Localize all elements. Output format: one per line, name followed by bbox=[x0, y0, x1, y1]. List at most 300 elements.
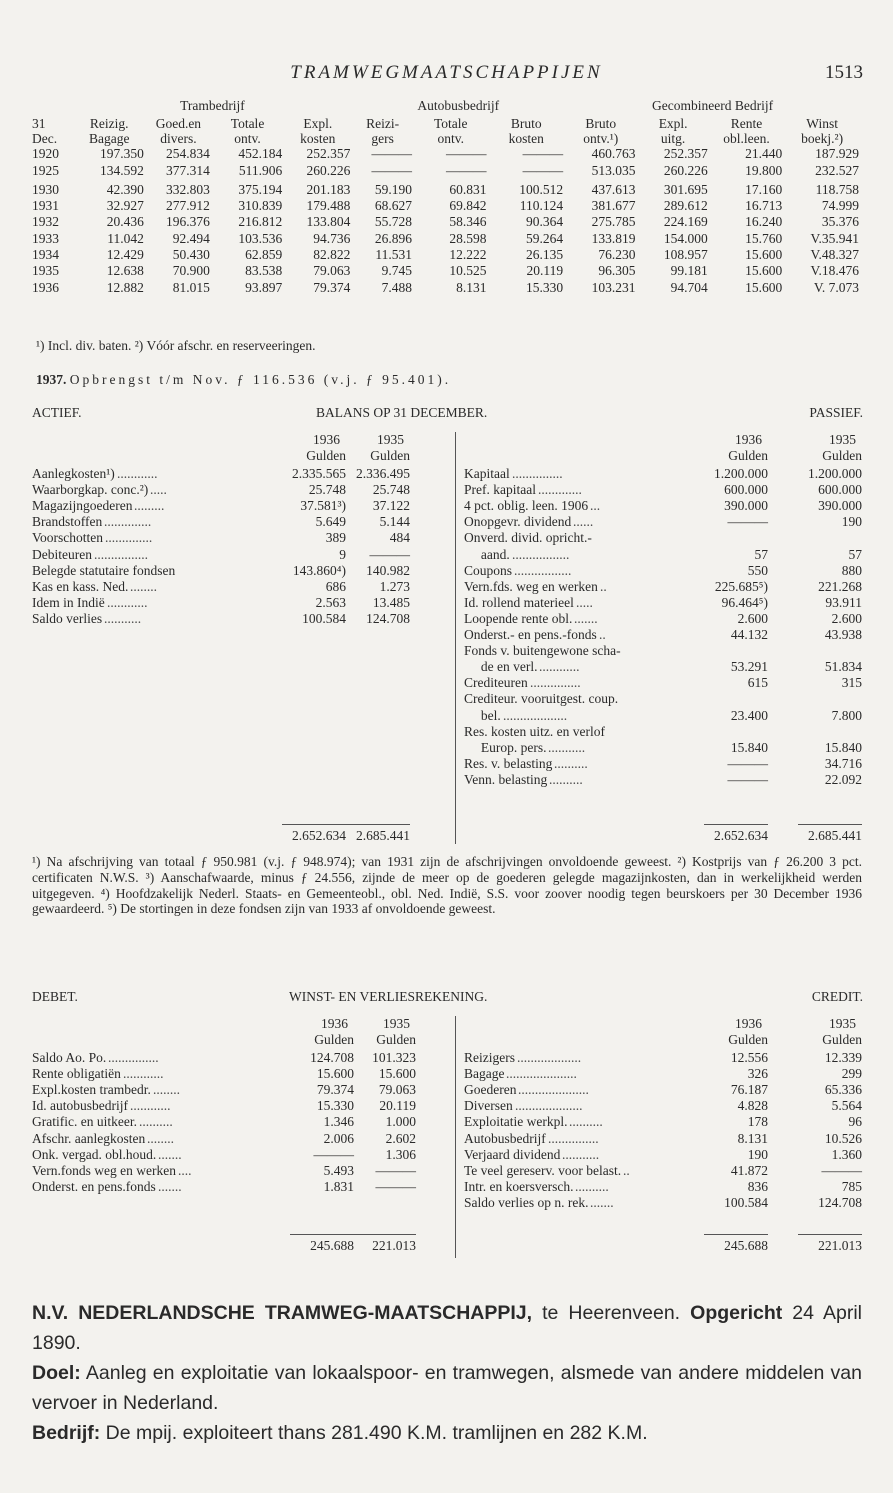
stats-header-cell: Bruto bbox=[585, 116, 617, 132]
unit-header: Gulden bbox=[370, 448, 410, 463]
stats-cell: 59.190 bbox=[374, 181, 413, 197]
stats-cell: 9.745 bbox=[381, 263, 413, 279]
ledger-value-1936: 124.708 bbox=[310, 1050, 354, 1065]
ledger-value-1936: 25.748 bbox=[308, 482, 346, 498]
stats-cell: 92.494 bbox=[172, 230, 210, 246]
ledger-row bbox=[32, 1066, 442, 1082]
ledger-label: Afschr. aanlegkosten bbox=[32, 1130, 146, 1146]
stats-cell: 1936 bbox=[32, 279, 59, 295]
ledger-value-1935: ——— bbox=[375, 1178, 416, 1194]
ledger-value-1935: ——— bbox=[375, 1162, 416, 1178]
ledger-dots: ............... bbox=[530, 675, 581, 691]
total-rule bbox=[282, 824, 346, 825]
ledger-label: Saldo Ao. Po. bbox=[32, 1050, 107, 1065]
ledger-row bbox=[32, 530, 442, 546]
ledger-label: Loopende rente obl. bbox=[464, 610, 573, 626]
stats-cell: 15.760 bbox=[745, 230, 783, 246]
stats-group-header bbox=[32, 98, 862, 116]
ledger-row bbox=[464, 498, 864, 514]
ledger-row bbox=[464, 756, 864, 772]
total-rule bbox=[798, 824, 862, 825]
stats-cell: 103.536 bbox=[238, 230, 283, 246]
stats-cell: 377.314 bbox=[166, 162, 210, 178]
ledger-value-1936: 1.831 bbox=[323, 1178, 354, 1194]
stats-cell: 332.803 bbox=[166, 181, 210, 197]
stats-cell: 437.613 bbox=[591, 181, 636, 197]
ledger-dots: ............ bbox=[539, 659, 580, 675]
stats-cell: 76.230 bbox=[598, 247, 636, 263]
stats-header-cell: 31 bbox=[32, 116, 46, 132]
ledger-value-1935: 15.600 bbox=[378, 1066, 416, 1082]
ledger-dots: ..... bbox=[576, 594, 593, 610]
ledger-row bbox=[464, 1195, 864, 1211]
year-1935-header: 1935 bbox=[829, 1016, 856, 1031]
stats-header-cell: kosten bbox=[300, 131, 336, 147]
balance-passief-column bbox=[464, 432, 864, 852]
ledger-value-1936: ——— bbox=[727, 514, 768, 530]
stats-cell: 19.800 bbox=[745, 162, 783, 178]
stats-cell: 232.527 bbox=[815, 162, 859, 178]
stats-cell: 55.728 bbox=[374, 214, 413, 230]
ledger-dots: ..................... bbox=[506, 1066, 577, 1082]
stats-cell: 452.184 bbox=[238, 146, 283, 162]
ledger-value-1936: 41.872 bbox=[730, 1162, 768, 1178]
stats-row bbox=[32, 247, 862, 263]
ledger-value-1935: 390.000 bbox=[818, 498, 862, 514]
balance-left-title: ACTIEF. bbox=[32, 405, 82, 420]
ledger-row bbox=[32, 579, 442, 595]
total-rule bbox=[352, 1234, 416, 1235]
year-1936-header: 1936 bbox=[321, 1016, 348, 1031]
ledger-dots: ................. bbox=[512, 546, 570, 562]
stats-cell: 103.231 bbox=[591, 279, 636, 295]
stats-header-cell: Totale bbox=[433, 116, 468, 132]
ledger-label: Aanlegkosten¹) bbox=[32, 466, 115, 481]
ledger-label: Bagage bbox=[464, 1066, 505, 1082]
ledger-value-1936: 15.840 bbox=[730, 739, 768, 755]
ledger-dots: .............. bbox=[105, 530, 153, 546]
unit-header: Gulden bbox=[822, 448, 862, 463]
ledger-row bbox=[32, 1179, 442, 1195]
ledger-dots: ........... bbox=[562, 1146, 600, 1162]
ledger-label: bel. bbox=[464, 707, 501, 723]
ledger-value-1936: 225.685⁵) bbox=[714, 578, 768, 594]
stats-cell: 15.330 bbox=[525, 279, 564, 295]
stats-cell: ——— bbox=[522, 146, 564, 162]
ledger-label: Rente obligatiën bbox=[32, 1066, 121, 1082]
ledger-dots: ....... bbox=[590, 1194, 614, 1210]
ledger-label: Voorschotten bbox=[32, 530, 103, 546]
ledger-label: Onverd. divid. opricht.- bbox=[464, 530, 592, 546]
ledger-value-1935: 140.982 bbox=[366, 562, 410, 578]
ledger-value-1935: 25.748 bbox=[372, 482, 410, 498]
ledger-label: Res. v. belasting bbox=[464, 755, 553, 771]
stats-cell: ——— bbox=[446, 146, 487, 162]
stats-cell: 17.160 bbox=[745, 181, 783, 197]
ledger-row bbox=[464, 740, 864, 756]
ledger-label: Id. rollend materieel bbox=[464, 594, 574, 610]
ledger-label: Id. autobusbedrijf bbox=[32, 1098, 128, 1114]
ledger-value-1935: 2.602 bbox=[385, 1130, 416, 1146]
ledger-dots: .......... bbox=[139, 1114, 173, 1130]
pl-debet-column bbox=[32, 1016, 442, 1266]
stats-header-cell: Expl. bbox=[303, 116, 333, 132]
stats-cell: 20.436 bbox=[106, 214, 144, 230]
stats-cell: 216.812 bbox=[238, 214, 283, 230]
ledger-value-1935: 37.122 bbox=[372, 498, 410, 514]
ledger-value-1935: 1.200.000 bbox=[808, 466, 862, 481]
ledger-value-1935: 1.306 bbox=[385, 1146, 416, 1162]
total-1935: 2.685.441 bbox=[356, 828, 410, 843]
ledger-value-1935: 65.336 bbox=[824, 1082, 862, 1098]
ledger-value-1936: 1.346 bbox=[323, 1114, 354, 1130]
ledger-dots: .......... bbox=[569, 1114, 603, 1130]
ledger-value-1935: 13.485 bbox=[372, 594, 410, 610]
stats-cell: 70.900 bbox=[172, 263, 210, 279]
stats-cell: ——— bbox=[371, 146, 413, 162]
ledger-value-1936: 15.330 bbox=[316, 1098, 354, 1114]
stats-cell: 83.538 bbox=[245, 263, 283, 279]
pl-title: WINST- EN VERLIESREKENING. bbox=[289, 989, 488, 1004]
stats-header-cell: divers. bbox=[160, 131, 197, 147]
ledger-label: Goederen bbox=[464, 1082, 517, 1098]
ledger-value-1935: 10.526 bbox=[824, 1130, 862, 1146]
ledger-value-1935: 1.360 bbox=[831, 1146, 862, 1162]
ledger-dots: ........... bbox=[548, 739, 586, 755]
stats-cell: 12.222 bbox=[449, 247, 487, 263]
pl-divider bbox=[455, 1016, 456, 1258]
ledger-value-1935: 93.911 bbox=[825, 594, 862, 610]
year-1935-header: 1935 bbox=[829, 432, 856, 447]
stats-cell: 1930 bbox=[32, 181, 59, 197]
ledger-value-1935: 51.834 bbox=[824, 659, 862, 675]
ledger-dots: ............. bbox=[538, 482, 582, 498]
ledger-label: Saldo verlies op n. rek. bbox=[464, 1194, 589, 1210]
ledger-dots: ............... bbox=[548, 1130, 599, 1146]
stats-header-row bbox=[32, 116, 862, 131]
stats-group-label: Autobusbedrijf bbox=[417, 98, 500, 113]
ledger-label: Kas en kass. Ned. bbox=[32, 578, 129, 594]
stats-row bbox=[32, 263, 862, 279]
doel-label: Doel: bbox=[32, 1362, 81, 1384]
ledger-value-1936: 190 bbox=[747, 1146, 768, 1162]
stats-row bbox=[32, 198, 862, 214]
stats-cell: 375.194 bbox=[238, 181, 283, 197]
ledger-value-1935: 5.564 bbox=[831, 1098, 862, 1114]
stats-header-cell: ontv. bbox=[437, 131, 464, 147]
stats-row bbox=[32, 163, 862, 179]
total-1936: 2.652.634 bbox=[292, 828, 346, 843]
ledger-value-1935: 1.000 bbox=[385, 1114, 416, 1130]
stats-cell: 11.531 bbox=[375, 247, 413, 263]
ledger-dots: ........... bbox=[104, 610, 142, 626]
ledger-value-1936: 15.600 bbox=[316, 1066, 354, 1082]
ledger-value-1935: 2.336.495 bbox=[356, 466, 410, 481]
ledger-row bbox=[464, 708, 864, 724]
ledger-dots: ..................... bbox=[518, 1082, 589, 1098]
ledger-label: Intr. en koersversch. bbox=[464, 1178, 574, 1194]
ledger-value-1936: 2.335.565 bbox=[292, 466, 346, 481]
ledger-value-1936: 686 bbox=[325, 578, 346, 594]
stats-cell: 81.015 bbox=[172, 279, 210, 295]
ledger-label: Brandstoffen bbox=[32, 514, 103, 530]
stats-cell: 118.758 bbox=[815, 181, 859, 197]
ledger-value-1936: 2.563 bbox=[315, 594, 346, 610]
balance-right-title: PASSIEF. bbox=[809, 405, 863, 420]
stats-cell: 511.906 bbox=[238, 162, 283, 178]
ledger-value-1936: 44.132 bbox=[730, 627, 768, 642]
ledger-value-1935: 2.600 bbox=[831, 610, 862, 626]
page-header-title: TRAMWEGMAATSCHAPPIJEN bbox=[290, 62, 603, 83]
stats-footnote: ¹) Incl. div. baten. ²) Vóór afschr. en reserveeringen. bbox=[36, 338, 316, 353]
ledger-value-1936: 389 bbox=[325, 530, 346, 546]
stats-cell: 197.350 bbox=[100, 146, 144, 162]
ledger-row bbox=[464, 643, 864, 659]
ledger-dots: .......... bbox=[554, 755, 588, 771]
stats-cell: 32.927 bbox=[106, 198, 144, 214]
ledger-value-1935: 96 bbox=[848, 1114, 862, 1130]
stats-cell: 15.600 bbox=[745, 247, 783, 263]
ledger-row bbox=[464, 627, 864, 643]
ledger-value-1935: 15.840 bbox=[824, 739, 862, 755]
ledger-dots: .. bbox=[599, 627, 606, 642]
stats-cell: 21.440 bbox=[745, 146, 783, 162]
ledger-value-1936: 178 bbox=[747, 1114, 768, 1130]
ledger-dots: .................... bbox=[515, 1098, 583, 1114]
stats-cell: 93.897 bbox=[245, 279, 283, 295]
stats-cell: 82.822 bbox=[313, 247, 351, 263]
stats-header-cell: Rente bbox=[730, 116, 763, 132]
ledger-dots: ............ bbox=[107, 594, 148, 610]
ledger-value-1936: ——— bbox=[727, 755, 768, 771]
ledger-label: Kapitaal bbox=[464, 466, 510, 481]
ledger-row bbox=[464, 1179, 864, 1195]
company-description bbox=[32, 1298, 862, 1448]
ledger-row bbox=[464, 579, 864, 595]
stats-cell: 252.357 bbox=[306, 146, 351, 162]
stats-cell: 42.390 bbox=[106, 181, 144, 197]
stats-cell: ——— bbox=[446, 162, 487, 178]
stats-cell: 108.957 bbox=[663, 247, 708, 263]
ledger-label: Debiteuren bbox=[32, 546, 92, 562]
stats-cell: 1932 bbox=[32, 214, 59, 230]
stats-header-cell: Expl. bbox=[658, 116, 688, 132]
stats-cell: 277.912 bbox=[166, 198, 210, 214]
balance-footnotes: ¹) Na afschrijving van totaal ƒ 950.981 (v.j. ƒ 948.974); van 1931 zijn de afschrijvingen onvoldoende geweest. ²) Kostprijs van ƒ 26.200 3 pct. certificaten N.W.S. ³) Aanschafwaarde, minus ƒ 24.556, zijnde de meer op de goederen gelegde magazijnkosten, dan in werkelijkheid werden uitgegeven. ⁴) Hoofdzakelijk Nederl. Staats- en Gemeenteobl., obl. Ned. Indië, S.S. voor zoover noodig tegen beurskoers per 30 December 1936 gewaardeerd. ⁵) De stortingen in deze fondsen zijn van 1933 af onvoldoende geweest. bbox=[32, 854, 862, 917]
ledger-row bbox=[32, 466, 442, 482]
stats-cell: 96.305 bbox=[598, 263, 636, 279]
company-name: N.V. NEDERLANDSCHE TRAMWEG-MAATSCHAPPIJ, bbox=[32, 1302, 533, 1324]
stats-cell: 254.834 bbox=[166, 146, 210, 162]
ledger-label: Expl.kosten trambedr. bbox=[32, 1082, 151, 1098]
ledger-row bbox=[32, 1082, 442, 1098]
stats-header-cell: ontv. bbox=[234, 131, 261, 147]
stats-cell: 7.488 bbox=[381, 279, 413, 295]
ledger-label: Onk. vergad. obl.houd. bbox=[32, 1146, 157, 1162]
ledger-row bbox=[464, 724, 864, 740]
stats-cell: V.48.327 bbox=[810, 247, 859, 263]
revenue-line bbox=[36, 372, 451, 388]
revenue-text: Opbrengst t/m Nov. ƒ 116.536 (v.j. ƒ 95.401). bbox=[69, 372, 452, 387]
ledger-value-1936: ——— bbox=[313, 1146, 354, 1162]
stats-cell: 289.612 bbox=[663, 198, 708, 214]
total-rule bbox=[798, 1234, 862, 1235]
ledger-dots: ........ bbox=[147, 1130, 174, 1146]
stats-cell: 460.763 bbox=[591, 146, 636, 162]
ledger-label: Venn. belasting bbox=[464, 771, 548, 787]
stats-header-cell: Bagage bbox=[88, 131, 130, 147]
unit-header: Gulden bbox=[376, 1032, 416, 1047]
ledger-label: Crediteuren bbox=[464, 675, 528, 691]
stats-cell: 1935 bbox=[32, 263, 59, 279]
stats-header-cell: kosten bbox=[508, 131, 544, 147]
ledger-dots: .. bbox=[600, 578, 607, 594]
total-rule bbox=[704, 824, 768, 825]
ledger-label: Magazijngoederen bbox=[32, 498, 133, 514]
stats-cell: V.35.941 bbox=[810, 230, 859, 246]
total-1936: 2.652.634 bbox=[714, 828, 768, 843]
stats-cell: 1925 bbox=[32, 162, 59, 178]
ledger-value-1936: 23.400 bbox=[730, 707, 768, 723]
page-number: 1513 bbox=[825, 62, 863, 83]
ledger-label: Gratific. en uitkeer. bbox=[32, 1114, 137, 1130]
stats-cell: 26.896 bbox=[374, 230, 413, 246]
ledger-label: Idem in Indië bbox=[32, 594, 105, 610]
stats-cell: 12.638 bbox=[106, 263, 144, 279]
ledger-row bbox=[464, 563, 864, 579]
ledger-dots: ................... bbox=[503, 707, 568, 723]
bedrijf-value: De mpij. exploiteert thans 281.490 K.M. tramlijnen en 282 K.M. bbox=[100, 1422, 648, 1444]
stats-cell: 8.131 bbox=[456, 279, 487, 295]
stats-row bbox=[32, 146, 862, 162]
ledger-dots: ............ bbox=[117, 466, 158, 481]
stats-cell: 59.264 bbox=[525, 230, 564, 246]
stats-cell: 133.804 bbox=[306, 214, 351, 230]
stats-cell: 99.181 bbox=[670, 263, 708, 279]
ledger-row bbox=[32, 1131, 442, 1147]
stats-cell: 28.598 bbox=[449, 230, 487, 246]
ledger-row bbox=[464, 1114, 864, 1130]
ledger-row bbox=[32, 563, 442, 579]
ledger-row bbox=[32, 514, 442, 530]
stats-cell: 260.226 bbox=[663, 162, 708, 178]
ledger-dots: ........ bbox=[130, 578, 157, 594]
ledger-label: 4 pct. oblig. leen. 1906 bbox=[464, 498, 589, 514]
ledger-dots: .......... bbox=[575, 1178, 609, 1194]
total-1935: 2.685.441 bbox=[808, 828, 862, 843]
ledger-value-1936: 836 bbox=[747, 1178, 768, 1194]
stats-cell: 133.819 bbox=[591, 230, 636, 246]
ledger-value-1936: 600.000 bbox=[724, 482, 768, 498]
ledger-row bbox=[464, 1163, 864, 1179]
stats-cell: 260.226 bbox=[306, 162, 351, 178]
stats-group-spacer bbox=[32, 98, 75, 116]
stats-cell: 110.124 bbox=[519, 198, 564, 214]
stats-cell: 94.704 bbox=[670, 279, 708, 295]
ledger-label: Reizigers bbox=[464, 1050, 515, 1065]
stats-cell: 20.119 bbox=[526, 263, 564, 279]
ledger-dots: ................... bbox=[517, 1050, 582, 1065]
ledger-row bbox=[464, 547, 864, 563]
stats-cell: 50.430 bbox=[172, 247, 210, 263]
stats-cell: 187.929 bbox=[815, 146, 859, 162]
stats-cell: 35.376 bbox=[821, 214, 859, 230]
pl-right-title: CREDIT. bbox=[811, 989, 863, 1004]
ledger-dots: ...... bbox=[573, 514, 594, 530]
ledger-row bbox=[464, 1098, 864, 1114]
stats-header-cell: Goed.en bbox=[155, 116, 202, 132]
stats-header-cell: Reizig. bbox=[89, 116, 129, 132]
stats-header-cell: Bruto bbox=[510, 116, 542, 132]
stats-header-row bbox=[32, 131, 862, 146]
ledger-row bbox=[464, 675, 864, 691]
ledger-dots: ....... bbox=[158, 1146, 182, 1162]
ledger-row bbox=[32, 611, 442, 627]
pl-credit-column bbox=[464, 1016, 864, 1266]
total-1935: 221.013 bbox=[818, 1238, 862, 1253]
stats-cell: 16.713 bbox=[745, 198, 783, 214]
ledger-row bbox=[464, 772, 864, 788]
ledger-value-1935: 124.708 bbox=[818, 1194, 862, 1210]
ledger-label: aand. bbox=[464, 546, 510, 562]
stats-header-cell: ontv.¹) bbox=[583, 131, 619, 147]
ledger-value-1936: 143.860⁴) bbox=[292, 562, 346, 578]
stats-cell: V. 7.073 bbox=[813, 279, 859, 295]
ledger-value-1936: 57 bbox=[754, 546, 768, 562]
stats-cell: 100.512 bbox=[519, 181, 564, 197]
ledger-value-1936: 550 bbox=[747, 562, 768, 578]
ledger-row bbox=[464, 1050, 864, 1066]
stats-cell: 10.525 bbox=[449, 263, 487, 279]
opgericht-value: 24 April 1890. bbox=[32, 1302, 862, 1354]
doel-value: Aanleg en exploitatie van lokaalspoor- en tramwegen, alsmede van andere middelen van vervoer in Nederland. bbox=[32, 1362, 862, 1414]
ledger-value-1936: 37.581³) bbox=[300, 498, 346, 514]
total-1936: 245.688 bbox=[310, 1238, 354, 1253]
unit-header: Gulden bbox=[728, 448, 768, 463]
ledger-value-1936: 326 bbox=[747, 1066, 768, 1082]
ledger-row bbox=[464, 595, 864, 611]
stats-cell: 252.357 bbox=[663, 146, 708, 162]
stats-header-cell: obl.leen. bbox=[723, 131, 770, 147]
ledger-value-1936: ——— bbox=[727, 771, 768, 787]
ledger-row bbox=[464, 514, 864, 530]
stats-cell: 15.600 bbox=[745, 263, 783, 279]
ledger-label: Autobusbedrijf bbox=[464, 1130, 546, 1146]
ledger-value-1935: 34.716 bbox=[824, 755, 862, 771]
stats-header-cell: gers bbox=[371, 131, 394, 147]
ledger-value-1936: 8.131 bbox=[737, 1130, 768, 1146]
stats-cell: 12.882 bbox=[106, 279, 144, 295]
stats-cell: 15.600 bbox=[745, 279, 783, 295]
ledger-dots: .... bbox=[178, 1162, 192, 1178]
ledger-label: de en verl. bbox=[464, 659, 538, 675]
ledger-dots: ............ bbox=[123, 1066, 164, 1082]
ledger-label: Pref. kapitaal bbox=[464, 482, 536, 498]
stats-header-cell: Reizi- bbox=[366, 116, 400, 132]
ledger-value-1935: 1.273 bbox=[379, 578, 410, 594]
ledger-value-1935: 484 bbox=[389, 530, 410, 546]
balance-title: BALANS OP 31 DECEMBER. bbox=[316, 405, 488, 420]
ledger-row bbox=[464, 691, 864, 707]
stats-header-cell: boekj.²) bbox=[801, 131, 844, 147]
ledger-row bbox=[464, 482, 864, 498]
ledger-label: Belegde statutaire fondsen bbox=[32, 562, 176, 578]
ledger-value-1935: ——— bbox=[369, 546, 410, 562]
ledger-label: Onderst.- en pens.-fonds bbox=[464, 627, 597, 642]
ledger-value-1935: 101.323 bbox=[372, 1050, 416, 1065]
ledger-label: Verjaard dividend bbox=[464, 1146, 561, 1162]
ledger-label: Fonds v. buitengewone scha- bbox=[464, 643, 621, 659]
